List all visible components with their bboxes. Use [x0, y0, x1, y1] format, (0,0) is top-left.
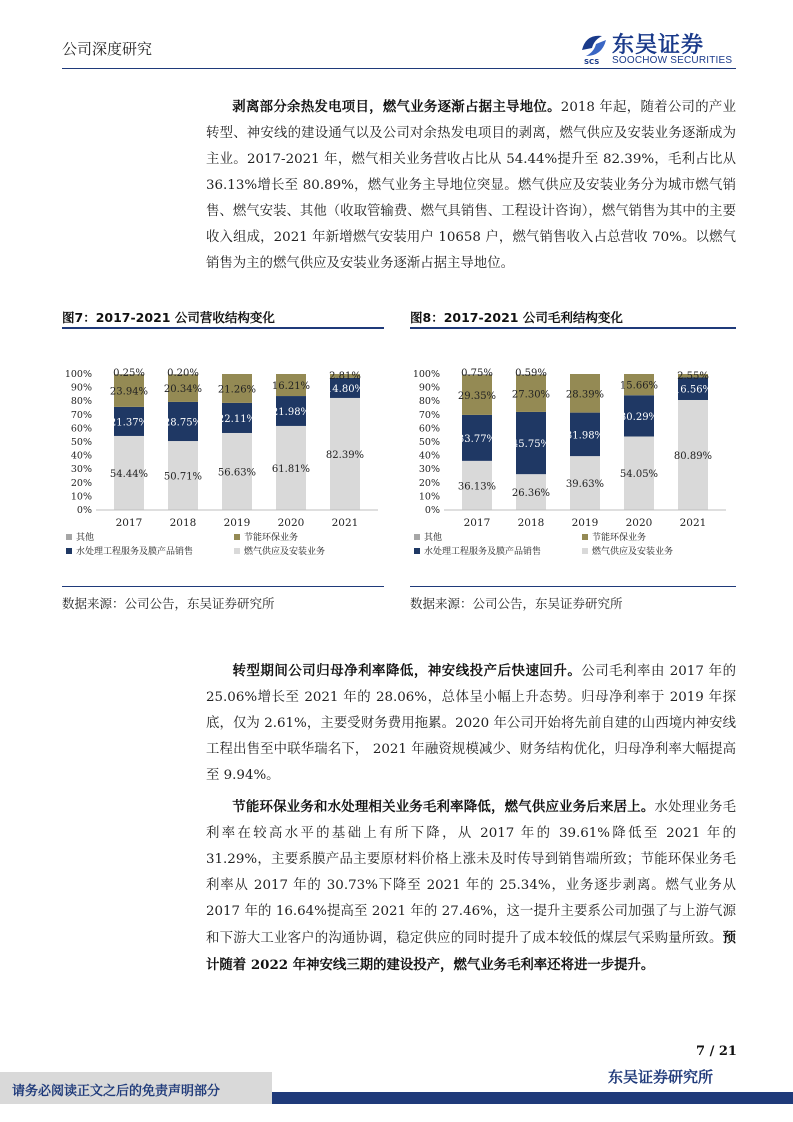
data-label: 56.63%	[217, 467, 257, 479]
paragraph-heading: 转型期间公司归母净利率降低，神安线投产后快速回升。	[232, 663, 582, 679]
footer-brand: 东吴证券研究所	[608, 1068, 714, 1086]
y-tick-label: 60%	[418, 423, 440, 435]
data-label: 14.80%	[325, 383, 365, 395]
legend-swatch	[66, 534, 72, 540]
data-label: 0.75%	[461, 368, 493, 379]
figure7-top-rule	[62, 327, 384, 329]
legend-swatch	[582, 534, 588, 540]
data-label: 61.81%	[271, 463, 311, 475]
figure7-source: 数据来源：公司公告，东吴证券研究所	[62, 596, 275, 611]
header-section-label: 公司深度研究	[62, 40, 153, 58]
y-tick-label: 40%	[70, 450, 92, 462]
legend-swatch	[234, 548, 240, 554]
legend-swatch	[414, 534, 420, 540]
y-tick-label: 60%	[70, 423, 92, 435]
y-tick-label: 20%	[70, 477, 92, 489]
footer-disclaimer: 请务必阅读正文之后的免责声明部分	[12, 1084, 221, 1099]
y-tick-label: 90%	[70, 382, 92, 394]
legend-swatch	[234, 534, 240, 540]
legend-label: 节能环保业务	[592, 533, 647, 543]
data-label: 36.13%	[457, 481, 497, 493]
footer-disclaimer-tab	[0, 1072, 272, 1104]
data-label: 50.71%	[163, 471, 203, 483]
data-label: 29.35%	[457, 390, 497, 402]
data-label: 21.37%	[109, 417, 149, 429]
figure7-bottom-rule	[62, 586, 384, 587]
x-tick-label: 2020	[277, 517, 305, 529]
paragraph-gas-dominance	[206, 94, 736, 277]
legend-label: 其他	[76, 533, 95, 543]
figure8-title: 图8：2017-2021 公司毛利结构变化	[410, 310, 623, 325]
data-label: 15.66%	[619, 380, 659, 392]
y-tick-label: 0%	[76, 505, 92, 516]
paragraph-body: 2018 年起，随着公司的产业转型、神安线的建设通气以及公司对余热发电项目的剥离，燃气供应及安装业务逐渐成为主业。2017-2021 年，燃气相关业务营收占比从 54.44%提升至 82.39%，毛利占比从 36.13%增长至 80.89%，燃气业务主导地位突显。燃气供应及安装业务分为城市燃气销售、燃气安装、其他（收取管输费、燃气具销售、工程设计咨询），燃气销售为其中的主要收入组成，2021 年新增燃气安装用户 10658 户，燃气销售收入占总营收 70%。以燃气销售为主的燃气供应及安装业务逐渐占据主导地位。	[206, 100, 737, 271]
data-label: 23.94%	[109, 386, 149, 398]
legend-swatch	[414, 548, 420, 554]
data-label: 33.77%	[457, 433, 497, 445]
x-tick-label: 2021	[331, 517, 359, 529]
header-divider	[62, 68, 736, 69]
data-label: 21.26%	[217, 384, 257, 396]
x-tick-label: 2021	[679, 517, 707, 529]
paragraph-body: 水处理业务毛利率在较高水平的基础上有所下降，从 2017 年的 39.61%降低至 2021 年的 31.29%，主要系膜产品主要原材料价格上涨未及时传导到销售端所致；节能环保业务毛利率从 2017 年的 30.73%下降至 2021 年的 25.34%，业务逐步剥离。燃气业务从 2017 年的 16.64%提高至 2021 年的 27.46%，这一提升主要系公司加强了与上游气源和下游大工业客户的沟通协调，稳定供应的同时提升了成本较低的煤层气采购量所致。	[206, 800, 736, 946]
y-tick-label: 90%	[418, 382, 440, 394]
paragraph-heading: 剥离部分余热发电项目，燃气业务逐渐占据主导地位。	[232, 99, 561, 115]
figure8-bottom-rule	[410, 586, 736, 587]
y-tick-label: 80%	[418, 396, 440, 408]
data-label: 80.89%	[673, 450, 713, 462]
y-tick-label: 40%	[418, 450, 440, 462]
x-tick-label: 2017	[115, 517, 143, 529]
logo-mark-icon	[582, 36, 606, 56]
y-tick-label: 30%	[418, 464, 440, 476]
legend-swatch	[582, 548, 588, 554]
x-tick-label: 2017	[463, 517, 491, 529]
data-label: 28.39%	[565, 389, 605, 401]
data-label: 2.81%	[329, 371, 361, 382]
legend-label: 水处理工程服务及膜产品销售	[76, 547, 194, 557]
paragraph-net-margin	[206, 658, 736, 789]
x-tick-label: 2018	[169, 517, 197, 529]
legend-label: 水处理工程服务及膜产品销售	[424, 547, 542, 557]
data-label: 31.98%	[565, 430, 605, 442]
paragraph-segment-margins	[206, 794, 736, 979]
y-tick-label: 100%	[412, 369, 440, 380]
data-label: 54.05%	[619, 469, 659, 481]
data-label: 27.30%	[511, 389, 551, 401]
x-tick-label: 2019	[223, 517, 251, 529]
figure7-chart	[62, 362, 384, 566]
data-label: 2.55%	[677, 371, 709, 382]
y-tick-label: 50%	[70, 437, 92, 448]
logo-chinese-name: 东吴证券	[612, 33, 705, 58]
paragraph-conclusion: 预计随着 2022 年神安线三期的建设投产，燃气业务毛利率还将进一步提升。	[206, 930, 736, 973]
x-tick-label: 2020	[625, 517, 653, 529]
legend-label: 其他	[424, 533, 443, 543]
x-tick-label: 2018	[517, 517, 545, 529]
figure7-title: 图7：2017-2021 公司营收结构变化	[62, 310, 275, 325]
y-tick-label: 80%	[70, 396, 92, 408]
data-label: 30.29%	[619, 411, 659, 423]
y-tick-label: 30%	[70, 464, 92, 476]
legend-label: 燃气供应及安装业务	[592, 547, 674, 557]
x-tick-label: 2019	[571, 517, 599, 529]
y-tick-label: 100%	[64, 369, 92, 380]
y-tick-label: 0%	[424, 505, 440, 516]
legend-label: 节能环保业务	[244, 533, 299, 543]
figure8-source: 数据来源：公司公告，东吴证券研究所	[410, 596, 623, 611]
data-label: 39.63%	[565, 479, 605, 491]
data-label: 16.56%	[673, 384, 713, 396]
data-label: 0.59%	[515, 368, 547, 379]
figure8-chart	[410, 362, 736, 566]
legend-label: 燃气供应及安装业务	[244, 547, 326, 557]
gross-profit-structure-chart	[410, 362, 736, 562]
data-label: 45.75%	[511, 439, 551, 451]
y-tick-label: 50%	[418, 437, 440, 448]
data-label: 54.44%	[109, 468, 149, 480]
y-tick-label: 20%	[418, 477, 440, 489]
data-label: 26.36%	[511, 488, 551, 500]
y-tick-label: 10%	[418, 491, 440, 503]
legend-swatch	[66, 548, 72, 554]
figure8-top-rule	[410, 327, 736, 329]
data-label: 22.11%	[217, 413, 257, 425]
y-tick-label: 10%	[70, 491, 92, 503]
logo-mark-text: SCS	[584, 58, 600, 66]
data-label: 21.98%	[271, 406, 311, 418]
data-label: 20.34%	[163, 384, 203, 396]
logo-english-name: SOOCHOW SECURITIES	[612, 55, 733, 66]
data-label: 28.75%	[163, 417, 203, 429]
data-label: 0.25%	[113, 368, 145, 379]
paragraph-heading: 节能环保业务和水处理相关业务毛利率降低，燃气供应业务后来居上。	[232, 799, 655, 815]
y-tick-label: 70%	[418, 409, 440, 421]
revenue-structure-chart	[62, 362, 384, 562]
data-label: 82.39%	[325, 449, 365, 461]
y-tick-label: 70%	[70, 409, 92, 421]
page-number: 7 / 21	[696, 1044, 737, 1059]
paragraph-body: 公司毛利率由 2017 年的 25.06%增长至 2021 年的 28.06%，总体呈小幅上升态势。归母净利率于 2019 年探底，仅为 2.61%，主要受财务费用拖累。2020 年公司开始将先前自建的山西境内神安线工程出售至中联华瑞名下， 2021 年融资规模减少、财务结构优化，归母净利率大幅提高至 9.94%。	[206, 664, 736, 783]
data-label: 0.20%	[167, 368, 199, 379]
data-label: 16.21%	[271, 381, 311, 393]
